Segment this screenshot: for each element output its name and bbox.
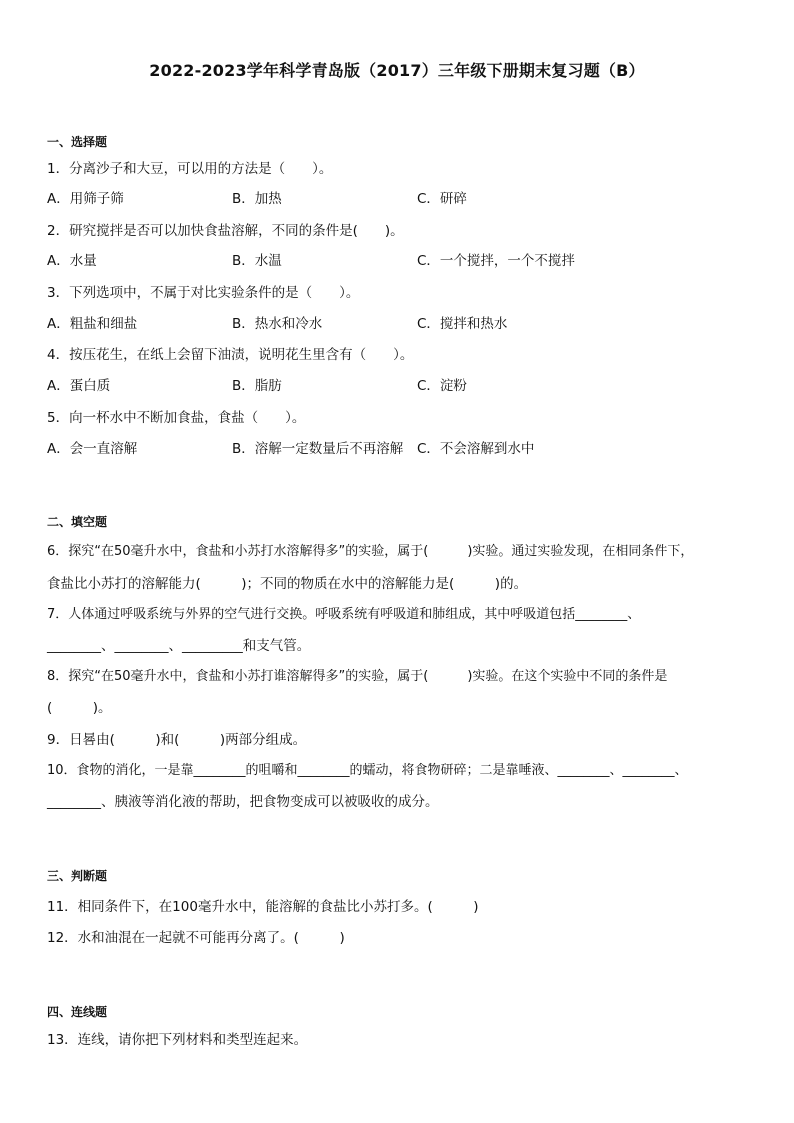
- q2-option-c: C．一个搅拌，一个不搅拌: [417, 253, 575, 269]
- q1-option-b: B．加热: [232, 191, 282, 207]
- page-title: 2022-2023学年科学青岛版（2017）三年级下册期末复习题（B）: [149, 61, 645, 80]
- question-6-line-2: 食盐比小苏打的溶解能力( )；不同的物质在水中的溶解能力是( )的。: [47, 576, 528, 592]
- question-1: 1．分离沙子和大豆，可以用的方法是（ ）。: [47, 161, 333, 177]
- q4-option-b: B．脂肪: [232, 378, 282, 394]
- question-12: 12．水和油混在一起就不可能再分离了。( ): [47, 930, 345, 946]
- question-4: 4．按压花生，在纸上会留下油渍，说明花生里含有（ ）。: [47, 347, 414, 363]
- question-5: 5．向一杯水中不断加食盐，食盐（ ）。: [47, 410, 306, 426]
- question-11: 11．相同条件下，在100毫升水中，能溶解的食盐比小苏打多。( ): [47, 899, 479, 915]
- section-heading-fill: 二、填空题: [47, 515, 108, 529]
- q5-option-a: A．会一直溶解: [47, 441, 138, 457]
- q1-option-c: C．研碎: [417, 191, 467, 207]
- q4-option-c: C．淀粉: [417, 378, 467, 394]
- q3-option-b: B．热水和冷水: [232, 316, 323, 332]
- q5-option-b: B．溶解一定数量后不再溶解: [232, 441, 404, 457]
- question-10-line-2: ________、胰液等消化液的帮助，把食物变成可以被吸收的成分。: [47, 794, 439, 810]
- section-heading-choice: 一、选择题: [47, 135, 108, 149]
- q3-option-c: C．搅拌和热水: [417, 316, 508, 332]
- question-7-line-2: ________、________、_________和支气管。: [47, 638, 311, 654]
- question-8-line-2: ( )。: [47, 700, 112, 716]
- question-6-line-1: 6．探究“在50毫升水中，食盐和小苏打水溶解得多”的实验，属于( )实验。通过实验发现，在相同条件下，: [47, 544, 694, 559]
- q2-option-b: B．水温: [232, 253, 282, 269]
- q5-option-c: C．不会溶解到水中: [417, 441, 535, 457]
- question-8-line-1: 8．探究“在50毫升水中，食盐和小苏打谁溶解得多”的实验，属于( )实验。在这个实验中不同的条件是: [47, 669, 668, 684]
- section-heading-judge: 三、判断题: [47, 869, 108, 883]
- question-13: 13．连线，请你把下列材料和类型连起来。: [47, 1032, 308, 1048]
- question-7-line-1: 7．人体通过呼吸系统与外界的空气进行交换。呼吸系统有呼吸道和肺组成，其中呼吸道包括________、: [47, 607, 641, 622]
- question-10-line-1: 10．食物的消化，一是靠________的咀嚼和________的蠕动，将食物研碎；二是靠唾液、________、________、: [47, 763, 688, 778]
- question-3: 3．下列选项中，不属于对比实验条件的是（ ）。: [47, 285, 360, 301]
- q2-option-a: A．水量: [47, 253, 97, 269]
- question-9: 9．日晷由( )和( )两部分组成。: [47, 732, 307, 748]
- q1-option-a: A．用筛子筛: [47, 191, 124, 207]
- q4-option-a: A．蛋白质: [47, 378, 111, 394]
- q3-option-a: A．粗盐和细盐: [47, 316, 138, 332]
- section-heading-matching: 四、连线题: [47, 1005, 108, 1019]
- question-2: 2．研究搅拌是否可以加快食盐溶解，不同的条件是( )。: [47, 223, 404, 239]
